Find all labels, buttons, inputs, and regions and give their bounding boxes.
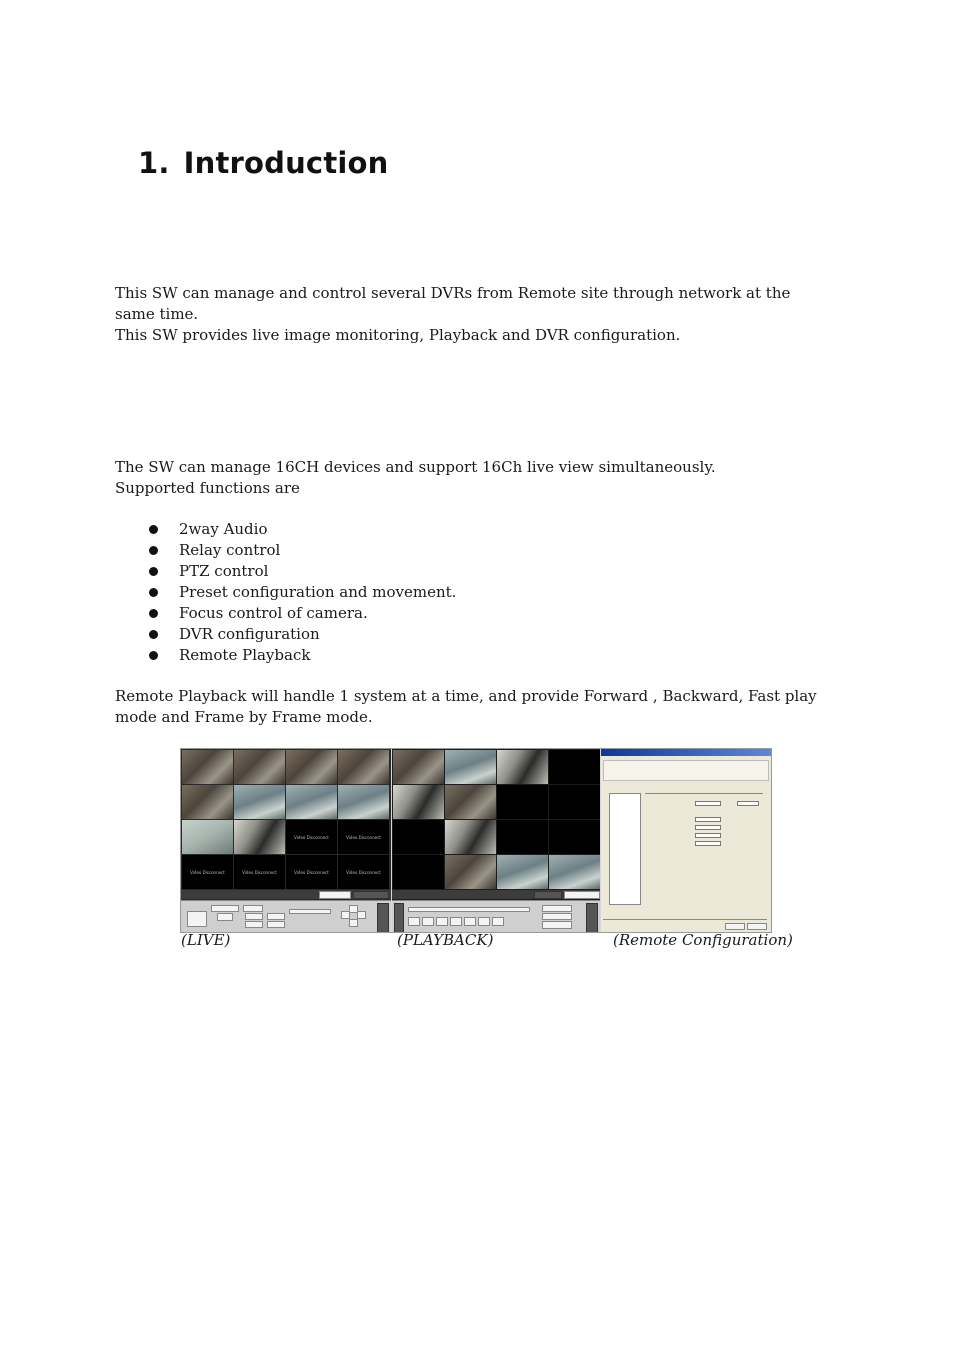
playback-screenshot: [392, 749, 600, 932]
camera-tile: [393, 855, 444, 889]
camera-tile: [234, 785, 285, 819]
bullet-icon: [149, 651, 158, 660]
relay-button: [217, 913, 233, 921]
caption-remote-configuration: (Remote Configuration): [613, 931, 793, 949]
feature-list: [148, 519, 456, 666]
list-item: [148, 582, 456, 603]
section-title: Introduction: [183, 146, 389, 180]
config-divider: [645, 793, 763, 794]
config-ok-button: [725, 923, 745, 930]
ptz-button: [267, 913, 285, 920]
playback-camera-grid: [393, 750, 600, 889]
scrollbar: [394, 903, 404, 932]
camera-tile: [549, 855, 600, 889]
camera-tile: [393, 820, 444, 854]
date-field: [542, 905, 572, 912]
ptz-arrow: [357, 911, 366, 919]
no-signal-tile: Video Disconnect: [338, 820, 389, 854]
config-field: [695, 833, 721, 838]
list-item-label: Remote Playback: [179, 646, 311, 664]
config-field: [695, 801, 721, 806]
time-field: [542, 913, 572, 920]
camera-tile: [549, 820, 600, 854]
move-button: [245, 913, 263, 920]
preset-select: [243, 905, 263, 912]
playback-tab: [353, 891, 389, 899]
camera-tile: [393, 785, 444, 819]
config-divider: [603, 919, 767, 920]
ptz-button: [267, 921, 285, 928]
list-item: [148, 561, 456, 582]
intro-paragraph: [115, 283, 845, 346]
camera-tile: [286, 785, 337, 819]
list-item-label: 2way Audio: [179, 520, 268, 538]
play-button: [464, 917, 476, 926]
camera-tile: [338, 785, 389, 819]
list-item-label: DVR configuration: [179, 625, 320, 643]
no-signal-tile: Video Disconnect: [182, 855, 233, 889]
list-item-label: Preset configuration and movement.: [179, 583, 457, 601]
fast-forward-button: [492, 917, 504, 926]
camera-tile: [497, 785, 548, 819]
features-line: The SW can manage 16CH devices and support 16Ch live view simultaneously.: [115, 458, 716, 476]
camera-tile: [182, 820, 233, 854]
list-item: [148, 645, 456, 666]
config-window-title-bar: [601, 749, 771, 756]
caption-playback: (PLAYBACK): [397, 931, 494, 949]
audio-button: [187, 911, 207, 927]
list-item-label: PTZ control: [179, 562, 269, 580]
config-toolbar: [603, 760, 769, 781]
pause-button: [436, 917, 448, 926]
intro-line: This SW can manage and control several DVRs from Remote site through network at the: [115, 284, 791, 302]
config-apply-button: [747, 923, 767, 930]
no-signal-tile: Video Disconnect: [234, 855, 285, 889]
camera-tile: [445, 820, 496, 854]
intro-line: This SW provides live image monitoring, Playback and DVR configuration.: [115, 326, 681, 344]
playback-line: mode and Frame by Frame mode.: [115, 708, 373, 726]
camera-tile: [497, 855, 548, 889]
features-line: Supported functions are: [115, 479, 300, 497]
list-item: [148, 519, 456, 540]
playback-line: Remote Playback will handle 1 system at a time, and provide Forward , Backward, Fast play: [115, 687, 817, 705]
camera-tile: [338, 750, 389, 784]
playback-tab: [564, 891, 600, 899]
config-field: [695, 825, 721, 830]
intro-line: same time.: [115, 305, 199, 323]
frame-back-button: [422, 917, 434, 926]
scrollbar: [377, 903, 389, 932]
bullet-icon: [149, 525, 158, 534]
relay-select: [211, 905, 239, 912]
camera-tile: [445, 855, 496, 889]
live-tab: [319, 891, 351, 899]
config-field: [695, 841, 721, 846]
live-toolbar: [181, 890, 391, 899]
list-item: [148, 603, 456, 624]
bullet-icon: [149, 588, 158, 597]
bullet-icon: [149, 609, 158, 618]
camera-tile: [234, 750, 285, 784]
list-item: [148, 624, 456, 645]
live-view-screenshot: [181, 749, 391, 932]
config-field: [737, 801, 759, 806]
no-signal-tile: Video Disconnect: [286, 820, 337, 854]
live-tab: [534, 891, 562, 899]
camera-tile: [497, 750, 548, 784]
playback-toolbar: [392, 890, 600, 899]
camera-tile: [497, 820, 548, 854]
config-field: [695, 817, 721, 822]
scrollbar: [586, 903, 598, 932]
features-paragraph: [115, 457, 845, 499]
bullet-icon: [149, 630, 158, 639]
camera-tile: [182, 750, 233, 784]
live-control-panel: [181, 900, 391, 932]
playback-control-panel: [392, 900, 600, 932]
rewind-button: [408, 917, 420, 926]
search-button: [542, 921, 572, 929]
ptz-speed-slider: [289, 909, 331, 914]
section-number: 1.: [138, 146, 170, 180]
playback-paragraph: [115, 686, 845, 728]
software-screenshots: [180, 748, 772, 933]
caption-live: (LIVE): [181, 931, 231, 949]
live-camera-grid: [182, 750, 389, 889]
section-heading: [138, 146, 389, 180]
stop-button: [450, 917, 462, 926]
camera-tile: [234, 820, 285, 854]
camera-tile: [549, 750, 600, 784]
list-item-label: Focus control of camera.: [179, 604, 368, 622]
remote-configuration-screenshot: [601, 749, 771, 932]
list-item: [148, 540, 456, 561]
no-signal-tile: Video Disconnect: [338, 855, 389, 889]
timeline-slider: [408, 907, 530, 912]
camera-tile: [393, 750, 444, 784]
figure-captions: [0, 931, 954, 953]
frame-forward-button: [478, 917, 490, 926]
camera-tile: [182, 785, 233, 819]
list-item-label: Relay control: [179, 541, 281, 559]
camera-tile: [445, 750, 496, 784]
camera-tile: [286, 750, 337, 784]
set-button: [245, 921, 263, 928]
camera-tile: [549, 785, 600, 819]
no-signal-tile: Video Disconnect: [286, 855, 337, 889]
bullet-icon: [149, 567, 158, 576]
camera-tile: [445, 785, 496, 819]
bullet-icon: [149, 546, 158, 555]
ptz-arrow: [349, 919, 358, 927]
config-channel-list: [609, 793, 641, 905]
